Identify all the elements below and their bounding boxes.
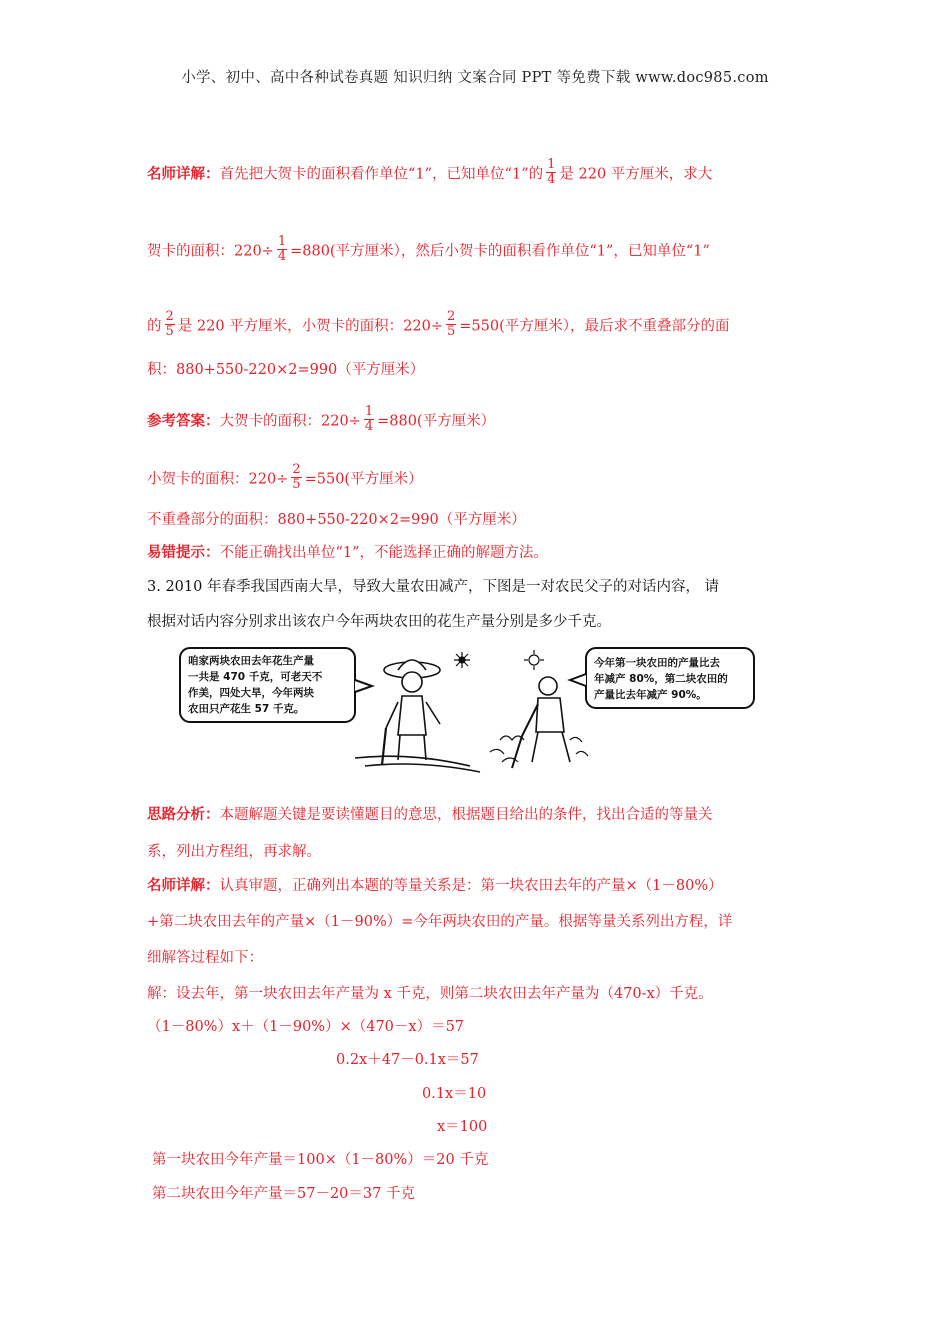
result-line1: 第一块农田今年产量＝100×（1－80%）＝20 千克 bbox=[152, 1152, 489, 1168]
equation-1: （1－80%）x＋（1－90%）×（470－x）＝57 bbox=[147, 1019, 465, 1035]
equation-2: 0.2x＋47－0.1x＝57 bbox=[336, 1052, 479, 1068]
explain1-text-1b: 是 220 平方厘米，求大 bbox=[559, 166, 713, 183]
answer-line1: 参考答案：大贺卡的面积：220÷ $\frac{1}{4}$ =880(平方厘米） bbox=[147, 404, 496, 434]
answer-label: 参考答案： bbox=[147, 413, 220, 430]
question3-line2: 根据对话内容分别求出该农户今年两块农田的花生产量分别是多少千克。 bbox=[147, 614, 611, 630]
fraction: $\frac{2}{5}$ bbox=[447, 309, 456, 339]
tip-label: 易错提示： bbox=[147, 545, 220, 561]
fraction: $\frac{1}{4}$ bbox=[547, 157, 556, 187]
analysis-line1: 思路分析：本题解题关键是要读懂题目的意思，根据题目给出的条件，找出合适的等量关 bbox=[147, 807, 713, 823]
explain1-text-1a: 首先把大贺卡的面积看作单位“1”，已知单位“1”的 bbox=[219, 166, 544, 183]
fraction: $\frac{1}{4}$ bbox=[277, 234, 287, 264]
explain1-line2: 贺卡的面积：220÷ $\frac{1}{4}$ =880(平方厘米），然后小贺卡的面积看作单位“1”，已知单位“1” bbox=[147, 234, 710, 264]
solution-line1: 解：设去年，第一块农田去年产量为 x 千克，则第二块农田去年产量为（470-x）千克。 bbox=[147, 986, 713, 1002]
speech-bubble-left-text: 咱家两块农田去年花生产量 一共是 470 千克，可老天不 作美，四处大旱，今年两块 农田只产花生 57 千克。 bbox=[188, 655, 323, 715]
equation-4: x＝100 bbox=[437, 1119, 488, 1135]
explain1-line1 bbox=[147, 157, 713, 189]
analysis-line2: 系，列出方程组，再求解。 bbox=[147, 844, 321, 860]
explain2-label: 名师详解： bbox=[147, 878, 220, 894]
answer-line3: 不重叠部分的面积：880+550-220×2=990（平方厘米） bbox=[147, 512, 526, 528]
father-farmer-figure bbox=[355, 660, 480, 772]
fraction: $\frac{1}{4}$ bbox=[364, 404, 374, 434]
son-farmer-figure bbox=[490, 677, 588, 768]
explain1-line3: 的 $\frac{2}{5}$ 是 220 平方厘米，小贺卡的面积：220÷ $\frac{2}{5}$ =550(平方厘米），最后求不重叠部分的面 bbox=[147, 309, 730, 339]
analysis-label: 思路分析： bbox=[147, 807, 220, 823]
fraction: $\frac{2}{5}$ bbox=[165, 309, 174, 339]
explain1-line4: 积：880+550-220×2=990（平方厘米） bbox=[147, 362, 425, 378]
explain2-line2: +第二块农田去年的产量×（1－90%）=今年两块农田的产量。根据等量关系列出方程，详 bbox=[147, 914, 733, 930]
tip-line: 易错提示：不能正确找出单位“1”，不能选择正确的解题方法。 bbox=[147, 545, 549, 561]
answer-line2: 小贺卡的面积：220÷ $\frac{2}{5}$ =550(平方厘米） bbox=[147, 462, 423, 492]
speech-bubble-right-text: 今年第一块农田的产量比去 年减产 80%，第二块农田的 产量比去年减产 90%。 bbox=[594, 657, 728, 701]
result-line2: 第二块农田今年产量＝57－20＝37 千克 bbox=[152, 1186, 415, 1202]
explain2-line1: 名师详解：认真审题，正确列出本题的等量关系是：第一块农田去年的产量×（1－80%） bbox=[147, 878, 723, 894]
page-header: 小学、初中、高中各种试卷真题 知识归纳 文案合同 PPT 等免费下载 www.doc985.com bbox=[181, 70, 769, 86]
question3-line1: 3. 2010 年春季我国西南大旱，导致大量农田减产，下图是一对农民父子的对话内容， 请 bbox=[147, 579, 720, 595]
explain2-line3: 细解答过程如下： bbox=[147, 950, 263, 966]
farmers-dialogue-illustration bbox=[150, 640, 790, 775]
sun-icon bbox=[454, 652, 470, 668]
equation-3: 0.1x＝10 bbox=[422, 1086, 487, 1102]
fraction: $\frac{2}{5}$ bbox=[292, 462, 301, 492]
sun-icon bbox=[524, 650, 544, 670]
explain1-label: 名师详解： bbox=[147, 166, 220, 183]
